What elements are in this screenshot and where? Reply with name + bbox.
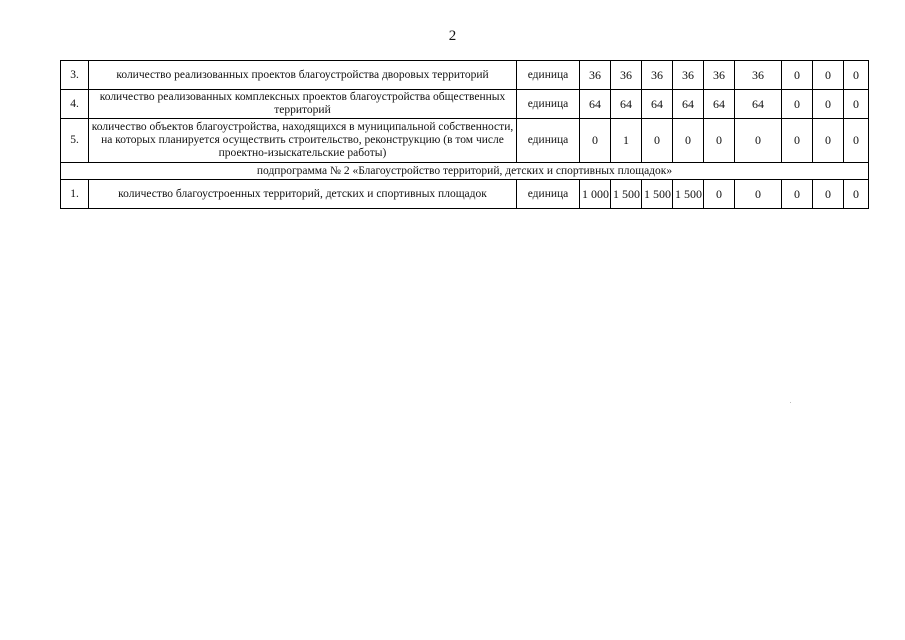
indicator-name: количество реализованных комплексных проектов благоустройства общественных территорий: [89, 90, 517, 119]
value-cell: 64: [673, 90, 704, 119]
value-cell: 0: [704, 180, 735, 209]
value-cell: 0: [782, 61, 813, 90]
value-cell: 0: [844, 61, 869, 90]
unit-cell: единица: [517, 119, 580, 163]
value-cell: 0: [844, 90, 869, 119]
value-cell: 0: [673, 119, 704, 163]
indicator-name: количество благоустроенных территорий, детских и спортивных площадок: [89, 180, 517, 209]
indicator-name: количество объектов благоустройства, находящихся в муниципальной собственности, на которых планируется осуществить строительство, реконструкцию (в том числе проектно-изыскательские работы): [89, 119, 517, 163]
value-cell: 36: [580, 61, 611, 90]
table-row: [61, 119, 869, 163]
value-cell: 36: [611, 61, 642, 90]
value-cell: 0: [704, 119, 735, 163]
row-number: 1.: [61, 180, 89, 209]
row-number: 4.: [61, 90, 89, 119]
value-cell: 0: [813, 180, 844, 209]
value-cell: 0: [813, 61, 844, 90]
value-cell: 0: [580, 119, 611, 163]
value-cell: 36: [673, 61, 704, 90]
value-cell: 0: [642, 119, 673, 163]
value-cell: 1 500: [673, 180, 704, 209]
section-header-row: [61, 163, 869, 180]
value-cell: 36: [642, 61, 673, 90]
indicators-table: [60, 60, 869, 209]
value-cell: 0: [782, 180, 813, 209]
value-cell: 0: [782, 90, 813, 119]
value-cell: 64: [642, 90, 673, 119]
value-cell: 64: [704, 90, 735, 119]
value-cell: 64: [580, 90, 611, 119]
value-cell: 0: [813, 119, 844, 163]
value-cell: 36: [735, 61, 782, 90]
value-cell: 0: [782, 119, 813, 163]
indicator-name: количество реализованных проектов благоустройства дворовых территорий: [89, 61, 517, 90]
value-cell: 0: [844, 180, 869, 209]
value-cell: 64: [611, 90, 642, 119]
value-cell: 0: [813, 90, 844, 119]
value-cell: 1 500: [611, 180, 642, 209]
subprogram-title: подпрограмма № 2 «Благоустройство территорий, детских и спортивных площадок»: [61, 163, 869, 180]
value-cell: 36: [704, 61, 735, 90]
unit-cell: единица: [517, 90, 580, 119]
value-cell: 0: [735, 180, 782, 209]
table-row: [61, 90, 869, 119]
table-row: [61, 61, 869, 90]
row-number: 3.: [61, 61, 89, 90]
unit-cell: единица: [517, 61, 580, 90]
page-number: 2: [448, 28, 457, 44]
value-cell: 1: [611, 119, 642, 163]
row-number: 5.: [61, 119, 89, 163]
value-cell: 0: [735, 119, 782, 163]
value-cell: 1 500: [642, 180, 673, 209]
unit-cell: единица: [517, 180, 580, 209]
table-row: [61, 180, 869, 209]
value-cell: 64: [735, 90, 782, 119]
value-cell: 0: [844, 119, 869, 163]
scan-speck: [790, 402, 791, 403]
value-cell: 1 000: [580, 180, 611, 209]
